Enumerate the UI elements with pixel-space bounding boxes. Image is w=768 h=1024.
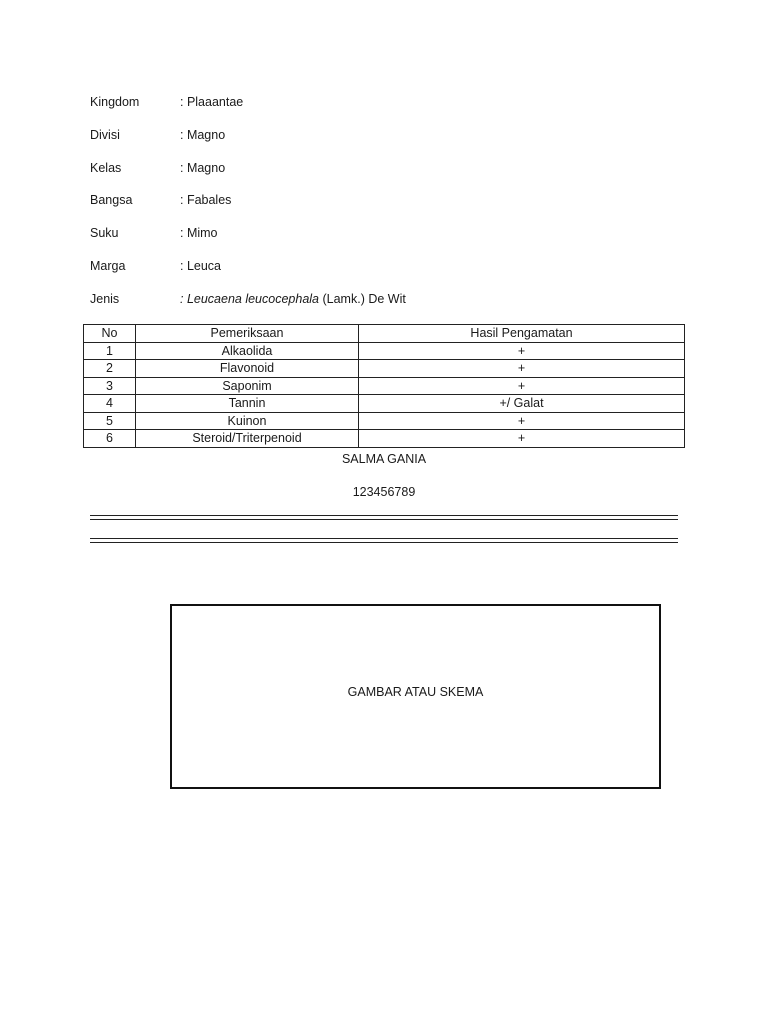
divider-double-line	[90, 538, 678, 543]
taxonomy-row-marga	[90, 258, 590, 291]
cell-no: 3	[84, 377, 136, 395]
taxonomy-row-jenis	[90, 291, 590, 324]
cell-result: +/ Galat	[359, 395, 685, 413]
cell-test: Alkaolida	[136, 342, 359, 360]
results-table	[83, 324, 685, 448]
taxonomy-value: : Magno	[180, 160, 226, 175]
taxonomy-row-suku	[90, 225, 590, 258]
taxonomy-row-bangsa	[90, 192, 590, 225]
taxonomy-label: Kingdom	[90, 95, 140, 109]
table-row	[84, 342, 685, 360]
taxonomy-value: : Plaaantae	[180, 95, 244, 109]
taxonomy-value: : Leuca	[180, 258, 222, 273]
taxonomy-row-kelas	[90, 160, 590, 193]
taxonomy-value: : Mimo	[180, 226, 218, 241]
cell-result: +	[359, 377, 685, 395]
taxonomy-label: Divisi	[90, 127, 120, 142]
cell-result: +	[359, 360, 685, 378]
cell-test: Flavonoid	[136, 360, 359, 378]
table-row	[84, 412, 685, 430]
cell-no: 5	[84, 412, 136, 430]
figure-placeholder-box	[170, 604, 661, 789]
taxonomy-label: Jenis	[90, 291, 120, 306]
species-author: (Lamk.) De Wit	[319, 291, 406, 306]
cell-result: +	[359, 412, 685, 430]
cell-test: Tannin	[136, 395, 359, 413]
taxonomy-label: Kelas	[90, 160, 122, 175]
header-pemeriksaan: Pemeriksaan	[136, 325, 359, 343]
signature-name: SALMA GANIA	[341, 452, 427, 466]
cell-test: Steroid/Triterpenoid	[136, 430, 359, 448]
signature-id: 123456789	[352, 485, 416, 499]
species-name: : Leucaena leucocephala	[180, 291, 320, 306]
taxonomy-value	[180, 291, 406, 307]
cell-result: +	[359, 342, 685, 360]
taxonomy-row-kingdom	[90, 94, 590, 127]
taxonomy-value: : Magno	[180, 127, 226, 142]
taxonomy-label: Marga	[90, 258, 126, 273]
cell-test: Saponim	[136, 377, 359, 395]
figure-placeholder-label: GAMBAR ATAU SKEMA	[347, 684, 484, 699]
taxonomy-label: Bangsa	[90, 193, 133, 208]
table-row	[84, 430, 685, 448]
header-no: No	[84, 325, 136, 343]
cell-no: 2	[84, 360, 136, 378]
taxonomy-row-divisi	[90, 127, 590, 160]
cell-no: 4	[84, 395, 136, 413]
cell-no: 1	[84, 342, 136, 360]
cell-test: Kuinon	[136, 412, 359, 430]
taxonomy-list	[90, 94, 590, 324]
table-header-row	[84, 325, 685, 343]
divider-double-line	[90, 515, 678, 520]
cell-no: 6	[84, 430, 136, 448]
header-hasil: Hasil Pengamatan	[359, 325, 685, 343]
table-row	[84, 377, 685, 395]
taxonomy-label: Suku	[90, 226, 119, 241]
cell-result: +	[359, 430, 685, 448]
table-row	[84, 360, 685, 378]
taxonomy-value: : Fabales	[180, 193, 232, 208]
table-row	[84, 395, 685, 413]
